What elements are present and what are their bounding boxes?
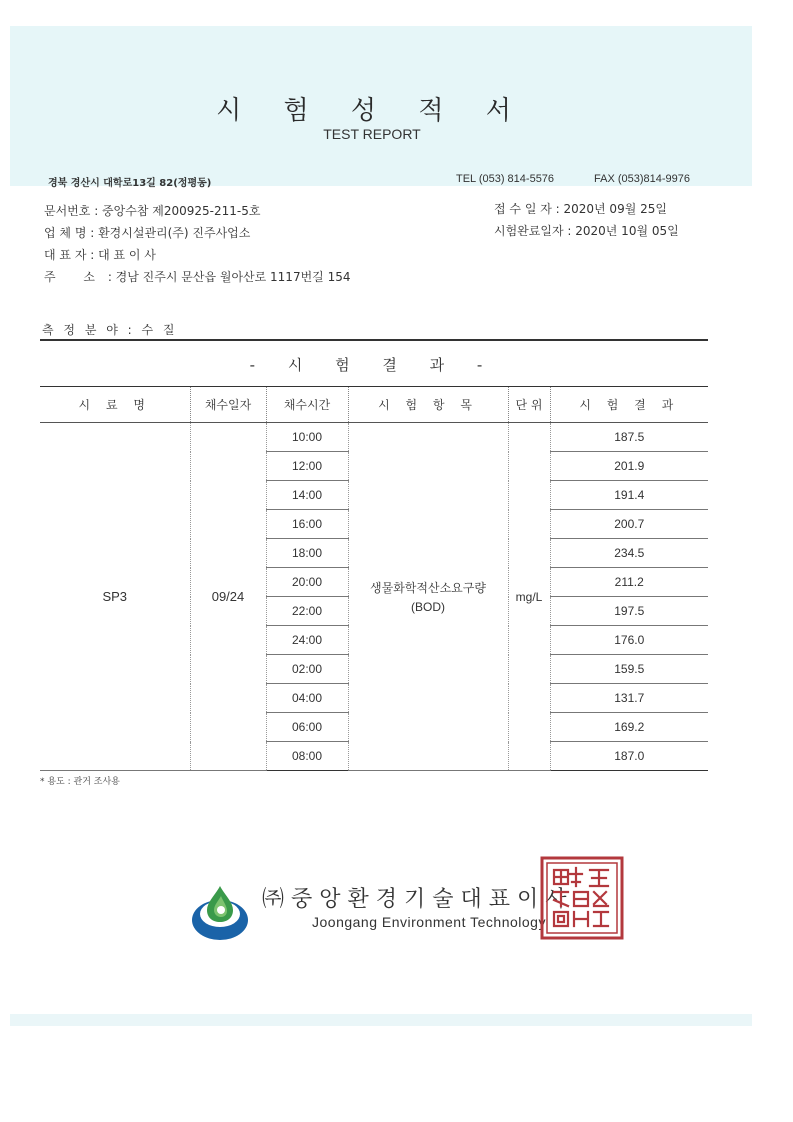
info-company-value: 환경시설관리(주) 진주사업소 [98, 226, 251, 240]
info-company: 업 체 명 : 환경시설관리(주) 진주사업소 [44, 226, 251, 240]
company-name: ㈜중앙환경기술대표이사 [262, 887, 574, 912]
info-rep-label: 대 표 자 [44, 248, 87, 262]
test-item-name: 생물화학적산소요구량 [370, 581, 486, 595]
info-addr-label: 주 소 [44, 270, 107, 284]
sample-time: 12:00 [266, 452, 348, 481]
page-subtitle: TEST REPORT [323, 126, 421, 142]
col-sample: 시 료 명 [40, 387, 190, 423]
result-value: 211.2 [550, 568, 708, 597]
sample-time: 24:00 [266, 626, 348, 655]
test-unit: mg/L [508, 423, 550, 771]
sample-time: 10:00 [266, 423, 348, 452]
result-value: 169.2 [550, 713, 708, 742]
result-value: 131.7 [550, 684, 708, 713]
sample-time: 18:00 [266, 539, 348, 568]
sample-time: 20:00 [266, 568, 348, 597]
header-fax: FAX (053)814-9976 [594, 173, 691, 185]
sample-time: 06:00 [266, 713, 348, 742]
red-seal-icon [540, 856, 624, 940]
sample-time: 14:00 [266, 481, 348, 510]
sample-time: 08:00 [266, 742, 348, 771]
header-address: 경북 경산시 대학로13길 82(정평동) [48, 178, 212, 189]
sample-time: 04:00 [266, 684, 348, 713]
table-header-row [40, 387, 708, 423]
test-item-sub: (BOD) [411, 600, 445, 614]
result-value: 200.7 [550, 510, 708, 539]
info-addr-value: 경남 진주시 문산읍 월아산로 1117번길 154 [115, 270, 351, 284]
page-title: 시 험 성 적 서 [216, 96, 528, 126]
info-received-value: 2020년 09월 25일 [563, 202, 667, 216]
result-value: 187.0 [550, 742, 708, 771]
col-time: 채수시간 [266, 387, 348, 423]
table-row [40, 423, 708, 452]
info-doc-no-label: 문서번호 [44, 204, 91, 218]
result-value: 176.0 [550, 626, 708, 655]
droplet-logo-icon [190, 880, 250, 942]
info-rep: 대 표 자 : 대 표 이 사 [44, 248, 156, 262]
sample-time: 02:00 [266, 655, 348, 684]
info-doc-no-value: 중앙수참 제200925-211-5호 [102, 204, 261, 218]
result-value: 159.5 [550, 655, 708, 684]
info-completed: 시험완료일자 : 2020년 10월 05일 [494, 224, 679, 238]
info-completed-value: 2020년 10월 05일 [575, 224, 679, 238]
result-value: 187.5 [550, 423, 708, 452]
sample-time: 16:00 [266, 510, 348, 539]
company-name-en: Joongang Environment Technology [312, 914, 546, 930]
sample-date: 09/24 [190, 423, 266, 771]
info-completed-label: 시험완료일자 [494, 224, 564, 238]
info-addr: 주 소 : 경남 진주시 문산읍 월아산로 1117번길 154 [44, 270, 351, 284]
footer-band [10, 1014, 752, 1026]
info-doc-no: 문서번호 : 중앙수참 제200925-211-5호 [44, 204, 261, 218]
usage-note: * 용도 : 관거 조사용 [40, 777, 120, 787]
results-title: - 시 험 결 과 - [249, 356, 497, 374]
sample-time: 22:00 [266, 597, 348, 626]
col-item: 시 험 항 목 [348, 387, 508, 423]
measurement-field: 측 정 분 야 : 수 질 [42, 323, 178, 337]
info-received: 접 수 일 자 : 2020년 09월 25일 [494, 202, 667, 216]
result-value: 197.5 [550, 597, 708, 626]
divider [40, 339, 708, 341]
result-value: 201.9 [550, 452, 708, 481]
info-received-label: 접 수 일 자 [494, 202, 552, 216]
header-tel: TEL (053) 814-5576 [456, 173, 555, 185]
col-unit: 단 위 [508, 387, 550, 423]
result-value: 191.4 [550, 481, 708, 510]
info-rep-value: 대 표 이 사 [98, 248, 156, 262]
results-table [40, 386, 708, 771]
sample-name: SP3 [40, 423, 190, 771]
test-item [348, 423, 508, 771]
col-result: 시 험 결 과 [550, 387, 708, 423]
info-company-label: 업 체 명 [44, 226, 87, 240]
result-value: 234.5 [550, 539, 708, 568]
col-date: 채수일자 [190, 387, 266, 423]
